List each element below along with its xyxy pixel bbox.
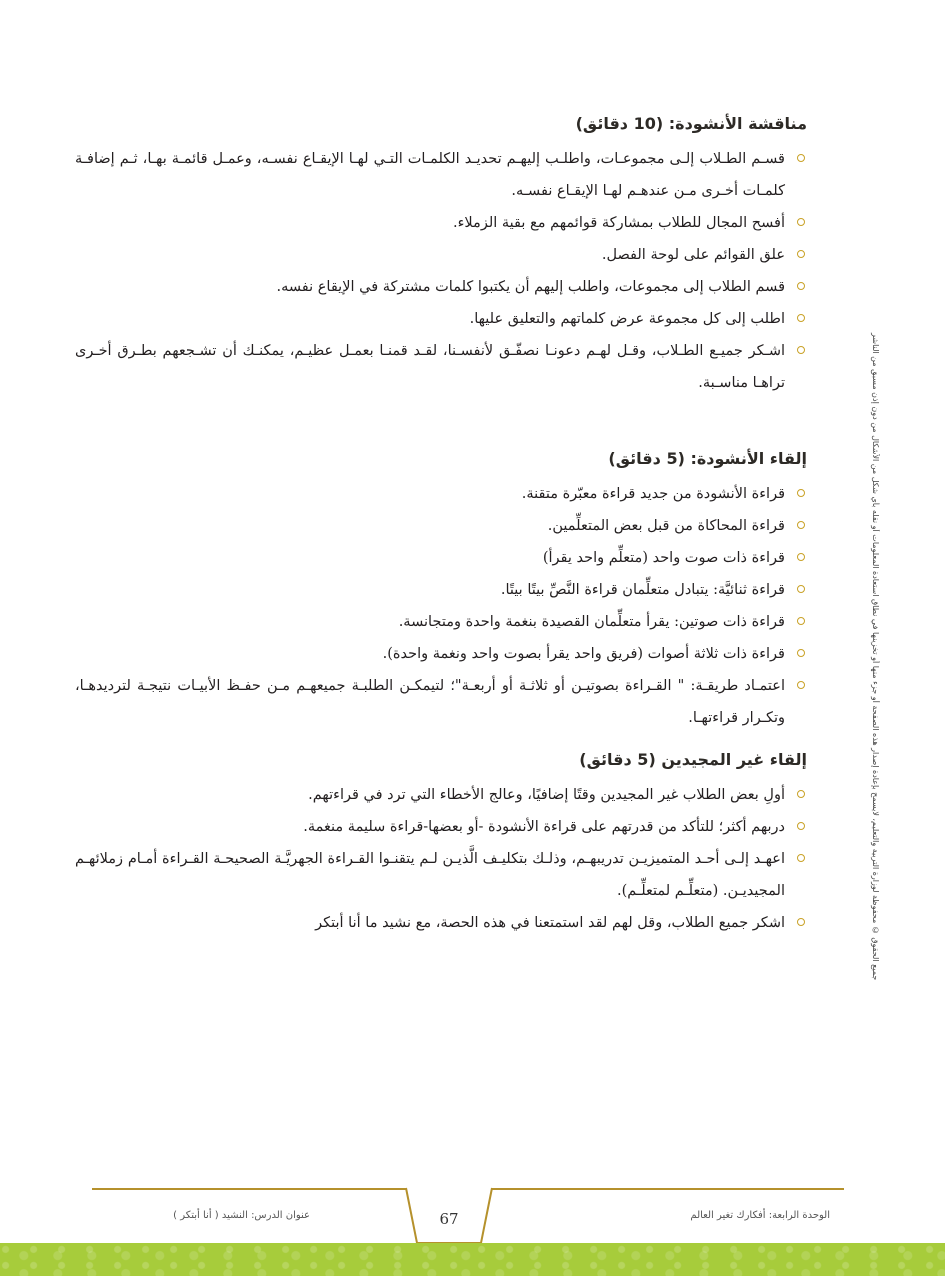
section-recitation (75, 449, 807, 734)
section-weak-readers (75, 750, 807, 939)
list-item (75, 143, 807, 207)
list-item (75, 907, 807, 939)
list-item (75, 670, 807, 734)
list-item-text: أولِ بعض الطلاب غير المجيدين وقتًا إضافيًا، وعالج الأخطاء التي ترد في قراءتهم. (308, 787, 785, 803)
list-item (75, 811, 807, 843)
list-item (75, 303, 807, 335)
list-item-text: قراءة ذات صوتين: يقرأ متعلِّمان القصيدة بنغمة واحدة ومتجانسة. (398, 614, 785, 630)
list-item-text: قراءة المحاكاة من قبل بعض المتعلِّمين. (547, 518, 785, 534)
bullet-circle-icon (797, 521, 805, 529)
list-item (75, 207, 807, 239)
list-item-text: اشـكر جميـع الطـلاب، وقـل لهـم دعونـا نصفّـق لأنفسـنا، لقـد قمنـا بعمـل عظيـم، يمكنـك أن تشـجعهم بطـرق أخـرى تراهـا مناسـبة. (75, 343, 785, 391)
bullet-circle-icon (797, 681, 805, 689)
page-number: 67 (439, 1210, 459, 1228)
spacer (75, 734, 807, 736)
spacer (75, 399, 807, 435)
list-item-text: اعهـد إلـى أحـد المتميزيـن تدريبهـم، وذلـك بتكليـف الَّذيـن لـم يتقنـوا القـراءة الجهريَّـة الصحيحـة القـراءة أمـام زملائهـم المجيديـن. (متعلِّـم لمتعلِّـم). (75, 851, 785, 899)
bullet-list (75, 478, 807, 734)
bullet-circle-icon (797, 218, 805, 226)
list-item-text: قراءة ذات ثلاثة أصوات (فريق واحد يقرأ بصوت واحد ونغمة واحدة). (382, 646, 785, 662)
list-item (75, 542, 807, 574)
bullet-circle-icon (797, 585, 805, 593)
footer-lesson-title: عنوان الدرس: النشيد ( أنا أبتكر ) (173, 1210, 310, 1221)
list-item (75, 335, 807, 399)
bullet-circle-icon (797, 250, 805, 258)
bullet-circle-icon (797, 790, 805, 798)
list-item (75, 843, 807, 907)
list-item-text: أفسح المجال للطلاب بمشاركة قوائمهم مع بقية الزملاء. (452, 215, 785, 231)
bullet-circle-icon (797, 918, 805, 926)
list-item-text: قراءة الأنشودة من جديد قراءة معبّرة متقنة. (521, 486, 785, 502)
bullet-circle-icon (797, 617, 805, 625)
bullet-list (75, 143, 807, 399)
list-item (75, 779, 807, 811)
section-heading: إلقاء غير المجيدين (5 دقائق) (579, 750, 807, 769)
list-item-text: قراءة ذات صوت واحد (متعلِّم واحد يقرأ) (542, 550, 785, 566)
list-item-text: قراءة ثنائيَّة: يتبادل متعلِّمان قراءة النَّصِّ بيتًا بيتًا. (500, 582, 785, 598)
bullet-circle-icon (797, 822, 805, 830)
bullet-circle-icon (797, 854, 805, 862)
list-item-text: دربهم أكثر؛ للتأكد من قدرتهم على قراءة الأنشودة -أو بعضها-قراءة سليمة منغمة. (303, 819, 785, 835)
bullet-circle-icon (797, 282, 805, 290)
list-item (75, 478, 807, 510)
list-item (75, 239, 807, 271)
section-heading: مناقشة الأنشودة: (10 دقائق) (575, 114, 807, 133)
list-item-text: اطلب إلى كل مجموعة عرض كلماتهم والتعليق عليها. (469, 311, 785, 327)
bullet-circle-icon (797, 649, 805, 657)
list-item-text: قسم الطلاب إلى مجموعات، واطلب إليهم أن يكتبوا كلمات مشتركة في الإيقاع نفسه. (276, 279, 785, 295)
bullet-circle-icon (797, 489, 805, 497)
copyright-note: جميع الحقوق © محفوظة لوزارة التربية والتعليم، لايسمح بإعادة إصدار هذه الصفحة أو جزء منها أو تخزينها في نطاق استعادة المعلومات أو نقله بأي شكل من الأشكال من دون إذن مسبق من الناشر (871, 332, 880, 980)
list-item-text: اعتمـاد طريقـة: " القـراءة بصوتيـن أو ثلاثـة أو أربعـة"؛ لتيمكـن الطلبـة جميعهـم مـن حفـظ الأبيـات نتيجـة لترديدهـا، وتكـرار قراءتهـا. (75, 678, 785, 726)
section-discussion (75, 114, 807, 399)
list-item-text: قسـم الطـلاب إلـى مجموعـات، واطلـب إليهـم تحديـد الكلمـات التـي لهـا الإيقـاع نفسـه، وعمـل قائمـة بهـا، ثـم إضافـة كلمـات أخـرى مـن عندهـم لهـا الإيقـاع نفسـه. (75, 151, 785, 199)
list-item-text: علق القوائم على لوحة الفصل. (601, 247, 785, 263)
list-item (75, 606, 807, 638)
decorative-green-band (0, 1243, 945, 1276)
bullet-list (75, 779, 807, 939)
section-heading: إلقاء الأنشودة: (5 دقائق) (608, 449, 807, 468)
bullet-circle-icon (797, 314, 805, 322)
list-item (75, 638, 807, 670)
list-item (75, 271, 807, 303)
list-item-text: اشكر جميع الطلاب، وقل لهم لقد استمتعنا في هذه الحصة، مع نشيد ما أنا أبتكر (315, 915, 785, 931)
bullet-circle-icon (797, 346, 805, 354)
bullet-circle-icon (797, 154, 805, 162)
bullet-circle-icon (797, 553, 805, 561)
main-content (75, 100, 807, 939)
list-item (75, 510, 807, 542)
footer-unit-title: الوحدة الرابعة: أفكارك تغير العالم (690, 1210, 830, 1221)
list-item (75, 574, 807, 606)
